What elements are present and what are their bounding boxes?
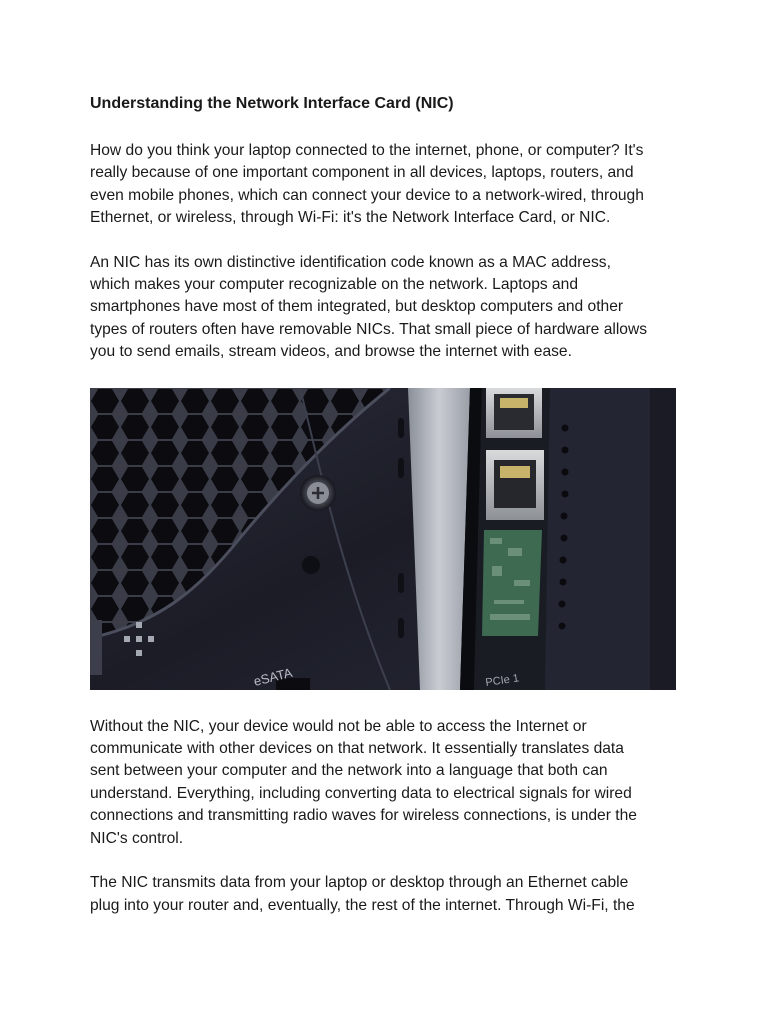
text-line: communicate with other devices on that network. It essentially translates data: [90, 740, 624, 758]
paragraph-intro: [90, 140, 680, 230]
text-line: sent between your computer and the network into a language that both can: [90, 762, 608, 780]
text-line: even mobile phones, which can connect your device to a network-wired, through: [90, 186, 644, 204]
text-line: connections and transmitting radio waves for wireless connections, is under the: [90, 807, 637, 825]
nic-photo-labels: [90, 388, 676, 690]
document-page: [90, 94, 680, 917]
text-line: NIC's control.: [90, 829, 184, 847]
paragraph-nic-role: [90, 716, 680, 850]
pcie-slot-label: PCIe 1: [484, 672, 520, 689]
document-title: Understanding the Network Interface Card (NIC): [90, 95, 454, 112]
text-line: plug into your router and, eventually, the rest of the internet. Through Wi-Fi, the: [90, 896, 635, 914]
text-line: How do you think your laptop connected to the internet, phone, or computer? It's: [90, 142, 644, 159]
text-line: really because of one important component in all devices, laptops, routers, and: [90, 164, 634, 182]
text-line: smartphones have most of them integrated, but desktop computers and other: [90, 298, 624, 316]
text-line: An NIC has its own distinctive identification code known as a MAC address,: [90, 253, 611, 271]
text-line: Ethernet, or wireless, through Wi-Fi: it's the Network Interface Card, or NIC.: [90, 209, 611, 227]
text-line: The NIC transmits data from your laptop or desktop through an Ethernet cable: [90, 874, 629, 892]
esata-port-label: eSATA: [252, 664, 294, 689]
text-line: you to send emails, stream videos, and browse the internet with ease.: [90, 343, 572, 361]
text-line: understand. Everything, including converting data to electrical signals for wired: [90, 784, 632, 802]
nic-photo: [90, 388, 676, 690]
text-line: types of routers often have removable NICs. That small piece of hardware allows: [90, 320, 648, 338]
text-line: which makes your computer recognizable on the network. Laptops and: [90, 276, 579, 294]
text-line: Without the NIC, your device would not be able to access the Internet or: [90, 717, 587, 735]
paragraph-mac-address: [90, 252, 680, 364]
paragraph-data-transmission: [90, 872, 680, 917]
